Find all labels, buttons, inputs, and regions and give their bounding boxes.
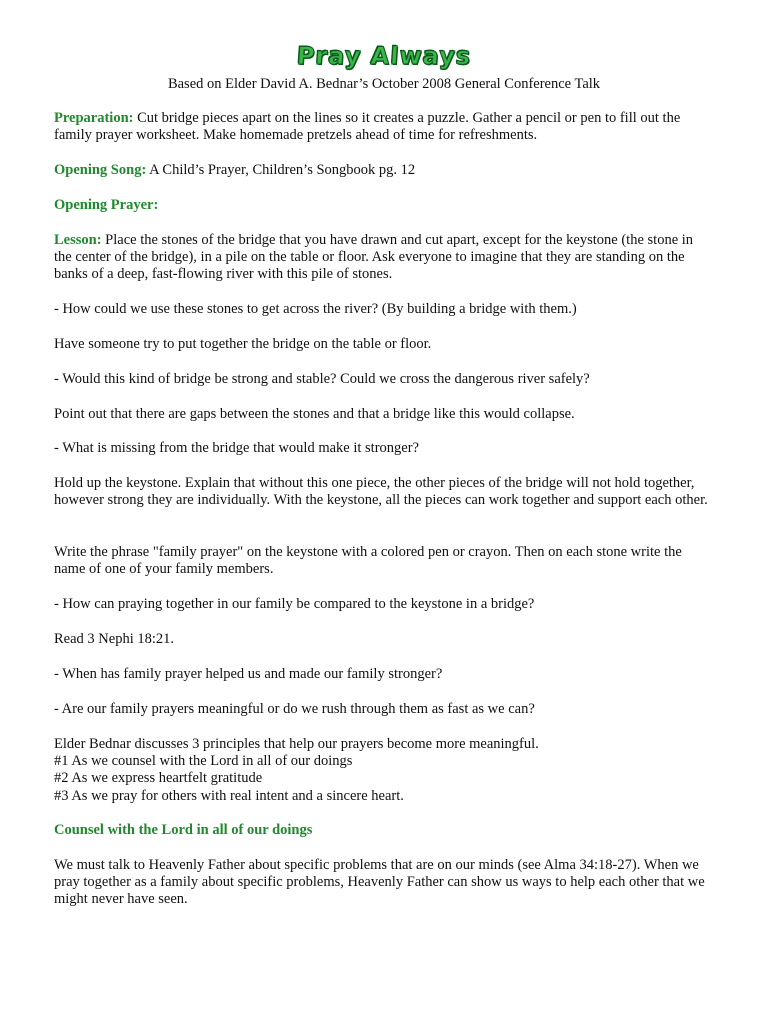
question-6: - Are our family prayers meaningful or do we rush through them as fast as we can? (54, 701, 535, 717)
lesson-text: Place the stones of the bridge that you have drawn and cut apart, except for the keystone (the stone in the center of the bridge), in a pile on the table or floor. Ask everyone to imagine that they are standing on the banks of a deep, fast-flowing river with this pile of stones. (54, 232, 694, 283)
opening-prayer-label: Opening Prayer: (54, 197, 159, 213)
question-3: - What is missing from the bridge that would make it stronger? (54, 440, 419, 456)
question-1: - How could we use these stones to get across the river? (By building a bridge with them.) (54, 301, 577, 317)
preparation-label: Preparation: (54, 110, 134, 126)
page-title: Pray Always (295, 42, 473, 70)
paragraph-5: Read 3 Nephi 18:21. (54, 631, 175, 647)
paragraph-3: Hold up the keystone. Explain that without this one piece, the other pieces of the bridge will not hold together, however strong they are individually. With the keystone, all the pieces can work together and support each other. (54, 475, 708, 509)
preparation-paragraph (54, 110, 714, 144)
question-5: - When has family prayer helped us and made our family stronger? (54, 666, 443, 682)
paragraph-2: Point out that there are gaps between the stones and that a bridge like this would collapse. (54, 406, 575, 422)
opening-song-text: A Child’s Prayer, Children’s Songbook pg. 12 (146, 162, 416, 178)
lesson-label: Lesson: (54, 232, 102, 248)
question-4: - How can praying together in our family be compared to the keystone in a bridge? (54, 596, 535, 612)
principle-1: #1 As we counsel with the Lord in all of our doings (54, 753, 353, 770)
page-subtitle: Based on Elder David A. Bednar’s October 2008 General Conference Talk (167, 76, 601, 92)
principles-list (54, 736, 714, 805)
question-2: - Would this kind of bridge be strong and stable? Could we cross the dangerous river safely? (54, 371, 590, 387)
lesson-paragraph (54, 232, 714, 284)
principle-2: #2 As we express heartfelt gratitude (54, 770, 263, 787)
opening-song-label: Opening Song: (54, 162, 147, 178)
preparation-text: Cut bridge pieces apart on the lines so it creates a puzzle. Gather a pencil or pen to fill out the family prayer worksheet. Make homemade pretzels ahead of time for refreshments. (54, 110, 681, 144)
paragraph-1: Have someone try to put together the bridge on the table or floor. (54, 336, 432, 352)
principle-3: #3 As we pray for others with real intent and a sincere heart. (54, 787, 404, 804)
principles-intro: Elder Bednar discusses 3 principles that help our prayers become more meaningful. (54, 736, 539, 752)
paragraph-6: We must talk to Heavenly Father about specific problems that are on our minds (see Alma 34:18-27). When we pray together as a family about specific problems, Heavenly Father can show us ways to help each other that we might never have seen. (54, 857, 705, 908)
section-heading: Counsel with the Lord in all of our doings (54, 822, 313, 838)
paragraph-4: Write the phrase "family prayer" on the keystone with a colored pen or crayon. Then on each stone write the name of one of your family members. (54, 544, 682, 578)
opening-song-paragraph (54, 162, 714, 179)
